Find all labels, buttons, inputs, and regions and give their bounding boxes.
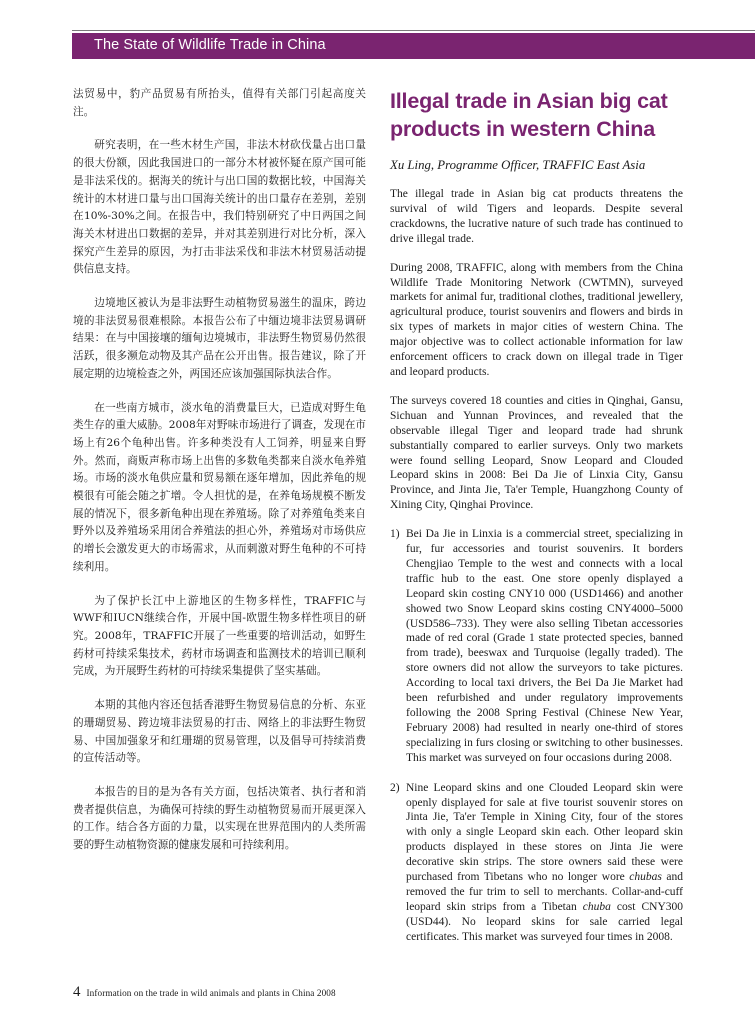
- italic-term: chuba: [582, 900, 611, 913]
- paragraph: 边境地区被认为是非法野生动植物贸易滋生的温床，跨边境的非法贸易很难根除。本报告公布了中缅边境非法贸易调研结果：在与中国接壤的缅甸边境城市，非法野生物贸易仍然很活跃，很多濒危动物及其产品在公开出售。报告建议，除了开展定期的边境检查之外，两国还应该加强国际执法合作。: [73, 297, 366, 380]
- paragraph: During 2008, TRAFFIC, along with members from the China Wildlife Trade Monitoring Network (CWTMN), surveyed markets for animal fur, traditional clothes, traditional jewellery, agricultural produce, tourist souvenirs and flowers and birds in six types of markets in major cities of western China. The major objective was to collect actionable information for law enforcement officers to crack down on illegal trade in Tiger and leopard products.: [390, 261, 683, 378]
- article-title: Illegal trade in Asian big cat products in western China: [390, 89, 668, 141]
- paragraph: 为了保护长江中上游地区的生物多样性，TRAFFIC与WWF和IUCN继续合作，开展中国-欧盟生物多样性项目的研究。2008年，TRAFFIC开展了一些重要的培训活动，如野生药材可持续采集技术，药材市场调查和监测技术的培训已顺利完成，为开展野生药材的可持续采集提供了坚实基础。: [73, 594, 366, 678]
- paragraph: 在一些南方城市，淡水龟的消费量巨大，已造成对野生龟类生存的重大威胁。2008年对野味市场进行了调查，发现在市场上有26个龟种出售。许多种类没有人工饲养，明显来自野外。然而，商贩声称市场上出售的多数龟类都来自淡水龟养殖场。市场的淡水龟供应量和贸易额在逐年增加，因此养龟的规模很有可能会随之扩增。令人担忧的是，在养龟场规模不断发展的情况下，很多新龟种出现在养殖场。除了对养殖龟类来自野外以及养殖场采用闭合养殖法的担心外，养殖场对市场供应的增长会激发更大的市场需求，从而刺激对野生龟种的不可持续利用。: [73, 401, 366, 573]
- numbered-list: [390, 527, 683, 944]
- article-byline: Xu Ling, Programme Officer, TRAFFIC East Asia: [390, 158, 646, 172]
- footer-text: Information on the trade in wild animals and plants in China 2008: [86, 988, 336, 998]
- chinese-text-column: [73, 86, 366, 871]
- paragraph: 法贸易中，豹产品贸易有所抬头，值得有关部门引起高度关注。: [73, 88, 366, 118]
- list-item: [390, 527, 683, 766]
- italic-term: chubas: [629, 871, 662, 884]
- list-number: 1): [390, 528, 400, 541]
- running-header: [72, 33, 755, 59]
- list-item-text: [406, 782, 683, 943]
- top-rule: [72, 30, 755, 31]
- running-header-title: The State of Wildlife Trade in China: [94, 37, 326, 53]
- paragraph: The surveys covered 18 counties and cities in Qinghai, Gansu, Sichuan and Yunnan Provinces, and revealed that the observable illegal Tiger and leopard trade had shrunk substantially compared to earlier surveys. Only two markets were found selling Leopard, Snow Leopard and Clouded Leopard skins in 2008: Bei Da Jie of Linxia City, Gansu Province, and Jinta Jie, Ta'er Temple, Huangzhong County of Xining City, Qinghai Province.: [390, 394, 683, 512]
- paragraph: 本报告的目的是为各有关方面，包括决策者、执行者和消费者提供信息，为确保可持续的野生动植物贸易而开展更深入的工作。结合各方面的力量，以实现在世界范围内的人类所需要的野生动植物资源的健康发展和可持续利用。: [73, 785, 366, 852]
- list-item: [390, 781, 683, 945]
- article-column: [390, 88, 683, 960]
- paragraph: 研究表明，在一些木材生产国，非法木材砍伐量占出口量的很大份额，因此我国进口的一部分木材被怀疑在原产国可能是非法采伐的。据海关的统计与出口国的数据比较，中国海关统计的木材进口量与出口国海关统计的出口量存在差别，差别在10%-30%之间。在报告中，我们特别研究了中日两国之间海关木材进出口数据的差异，并对其差别进行对比分析，深入探究产生差异的原因，为打击非法采伐和非法木材贸易活动提供信息支持。: [73, 139, 366, 276]
- page-footer: [73, 983, 336, 1001]
- paragraph: 本期的其他内容还包括香港野生物贸易信息的分析、东亚的珊瑚贸易、跨边境非法贸易的打击、网络上的非法野生物贸易、中国加强象牙和红珊瑚的贸易管理，以及倡导可持续消费的宣传活动等。: [73, 699, 366, 765]
- text-run: Nine Leopard skins and one Clouded Leopard skin were openly displayed for sale at five tourist souvenir stores on Jinta Jie, Ta'er Temple in Xining City, four of the stores with only a single Leopard skin each. Other leopard skin products displayed in these stores on Jinta Jie were decorative skin strips. The store owners said these were purchased from Tibetans who no longer wore: [406, 781, 683, 884]
- text-run: and removed the fur trim to sell to merchants. Collar-and-cuff leopard skin strips from a Tibetan: [406, 871, 683, 913]
- paragraph: The illegal trade in Asian big cat products threatens the survival of wild Tigers and leopards. Despite several crackdowns, the lucrative nature of such trade has continued to drive illegal trade.: [390, 188, 683, 245]
- list-item-text: Bei Da Jie in Linxia is a commercial street, specializing in fur, fur accessories and tourist souvenirs. It borders Chengjiao Temple to the west and connects with a local traffic hub to the east. One store openly displayed a Leopard skin costing CNY10 000 (USD1466) and another showed two Snow Leopard skins costing CNY4000–5000 (USD586–733). They were also selling Tibetan accessories made of red coral (Grade 1 state protected species, banned from trade), beeswax and Turquoise (legally traded). The store owners did not allow the surveyors to take pictures. According to local taxi drivers, the Bei Da Jie Market had been refurbished and under regulatory improvements following the 2008 Spring Festival (Chinese New Year, February 2008) had resulted in nearly one-third of stores specializing in furs closing or switching to other businesses. This market was surveyed on four occasions during 2008.: [406, 528, 683, 764]
- text-run: cost CNY300 (USD44). No leopard skins for sale carried legal certificates. This market was surveyed four times in 2008.: [406, 900, 684, 943]
- list-number: 2): [390, 781, 400, 794]
- page-number: 4: [73, 984, 81, 1000]
